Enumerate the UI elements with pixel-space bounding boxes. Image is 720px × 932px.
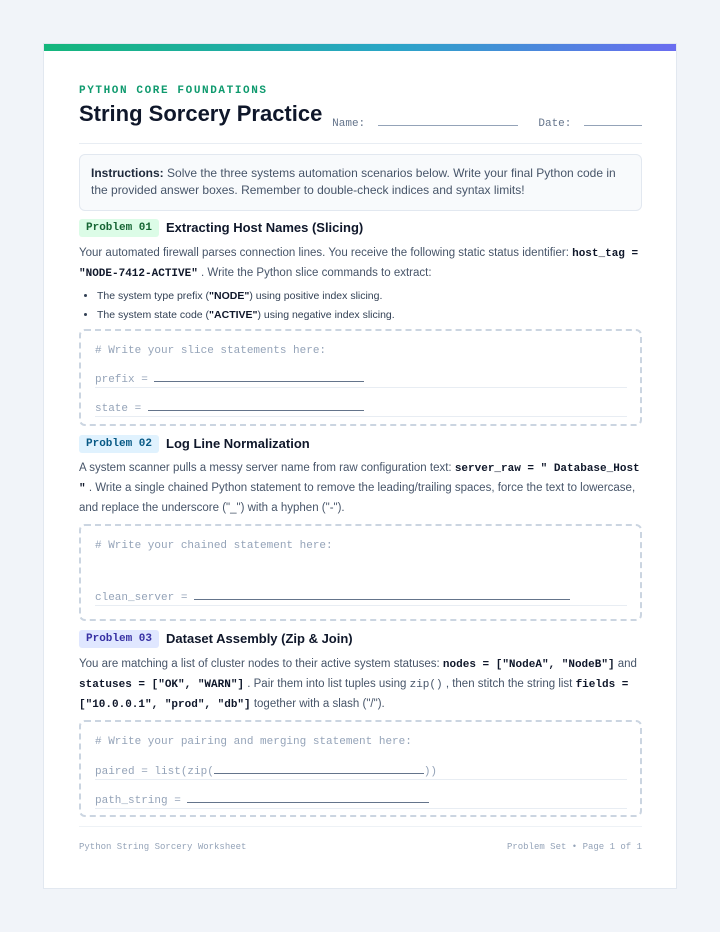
- problem-02-text: A system scanner pulls a messy server name from raw configuration text:: [79, 462, 455, 474]
- problem-01-title: Extracting Host Names (Slicing): [166, 220, 364, 235]
- state-label: state =: [95, 403, 148, 415]
- bullet-text: The system state code (: [97, 309, 210, 321]
- name-label: Name:: [332, 118, 366, 130]
- problem-03-header: [79, 630, 353, 648]
- bullet-bold: "ACTIVE": [209, 309, 258, 321]
- answer-line-prefix[interactable]: [95, 372, 627, 388]
- footer-left: Python String Sorcery Worksheet: [79, 842, 247, 852]
- list-item: [97, 306, 660, 325]
- bullet-text: ) using negative index slicing.: [257, 309, 395, 321]
- paired-label: paired = list(zip(: [95, 766, 214, 778]
- instructions-label: Instructions:: [91, 166, 164, 180]
- footer-divider: [79, 826, 642, 827]
- list-item: [97, 287, 660, 306]
- problem-01-header: [79, 219, 363, 237]
- problem-02-answer-box[interactable]: [79, 524, 642, 621]
- instructions-box: [79, 154, 642, 211]
- answer-line-paired[interactable]: [95, 764, 627, 780]
- paired-blank[interactable]: [214, 764, 424, 774]
- fields-code: fields = ["10.0.0.1", "prod", "db"]: [79, 679, 629, 711]
- problem-01-badge: Problem 01: [79, 219, 159, 237]
- prefix-label: prefix =: [95, 374, 155, 386]
- answer-comment: # Write your chained statement here:: [95, 540, 333, 552]
- state-blank[interactable]: [148, 401, 364, 411]
- answer-line-clean-server[interactable]: [95, 590, 627, 606]
- answer-comment: # Write your slice statements here:: [95, 345, 327, 357]
- problem-02-title: Log Line Normalization: [166, 436, 310, 451]
- problem-02-text-end: . Write a single chained Python statement to remove the leading/trailing spaces, force the text to lowercase, and replace the underscore ("_") with a hyphen ("-").: [79, 482, 636, 514]
- name-blank[interactable]: [378, 115, 518, 126]
- problem-02-header: [79, 435, 310, 453]
- name-date-fields: [332, 115, 642, 130]
- problem-03-text: and: [617, 658, 637, 670]
- path-string-blank[interactable]: [187, 793, 429, 803]
- statuses-code: statuses = ["OK", "WARN"]: [79, 679, 245, 691]
- problem-03-text-end: together with a slash ("/").: [253, 698, 385, 710]
- path-string-label: path_string =: [95, 795, 188, 807]
- date-label: Date:: [538, 118, 572, 130]
- problem-02-description: [79, 459, 642, 518]
- problem-01-answer-box[interactable]: [79, 329, 642, 426]
- footer-right: Problem Set • Page 1 of 1: [506, 842, 642, 852]
- bullet-text: The system type prefix (: [97, 290, 210, 302]
- paired-close: )): [423, 766, 438, 778]
- bullet-text: ) using positive index slicing.: [249, 290, 383, 302]
- nodes-code: nodes = ["NodeA", "NodeB"]: [442, 659, 615, 671]
- prefix-blank[interactable]: [154, 372, 364, 382]
- problem-03-answer-box[interactable]: [79, 720, 642, 817]
- problem-03-title: Dataset Assembly (Zip & Join): [166, 631, 353, 646]
- course-eyebrow: PYTHON CORE FOUNDATIONS: [79, 85, 268, 97]
- problem-03-description: [79, 655, 642, 715]
- problem-03-text: You are matching a list of cluster nodes to their active system statuses:: [79, 658, 443, 670]
- problem-01-text: Your automated firewall parses connection lines. You receive the following static status identifier:: [79, 247, 573, 259]
- problem-01-bullets: [79, 287, 660, 325]
- answer-line-state[interactable]: [95, 401, 627, 417]
- date-blank[interactable]: [584, 115, 642, 126]
- clean-server-blank[interactable]: [194, 590, 570, 600]
- problem-03-text: , then stitch the string list: [445, 678, 576, 690]
- problem-03-badge: Problem 03: [79, 630, 159, 648]
- gradient-top-bar: [44, 44, 676, 51]
- answer-comment: # Write your pairing and merging statement here:: [95, 736, 412, 748]
- page-title: String Sorcery Practice: [79, 101, 323, 126]
- worksheet-page: [43, 43, 677, 889]
- instructions-text: Solve the three systems automation scenarios below. Write your final Python code in the provided answer boxes. Remember to double-check indices and syntax limits!: [91, 166, 616, 197]
- problem-01-text-end: . Write the Python slice commands to extract:: [201, 267, 432, 279]
- bullet-bold: "NODE": [209, 290, 250, 302]
- host-tag-code: host_tag = "NODE-7412-ACTIVE": [79, 248, 639, 280]
- problem-03-text: . Pair them into list tuples using: [247, 678, 410, 690]
- header-divider: [79, 143, 642, 144]
- problem-02-badge: Problem 02: [79, 435, 159, 453]
- zip-code: zip(): [409, 679, 443, 691]
- clean-server-label: clean_server =: [95, 592, 195, 604]
- problem-01-description: [79, 244, 642, 284]
- server-raw-code: server_raw = " Database_Host ": [79, 463, 640, 495]
- answer-line-path-string[interactable]: [95, 793, 627, 809]
